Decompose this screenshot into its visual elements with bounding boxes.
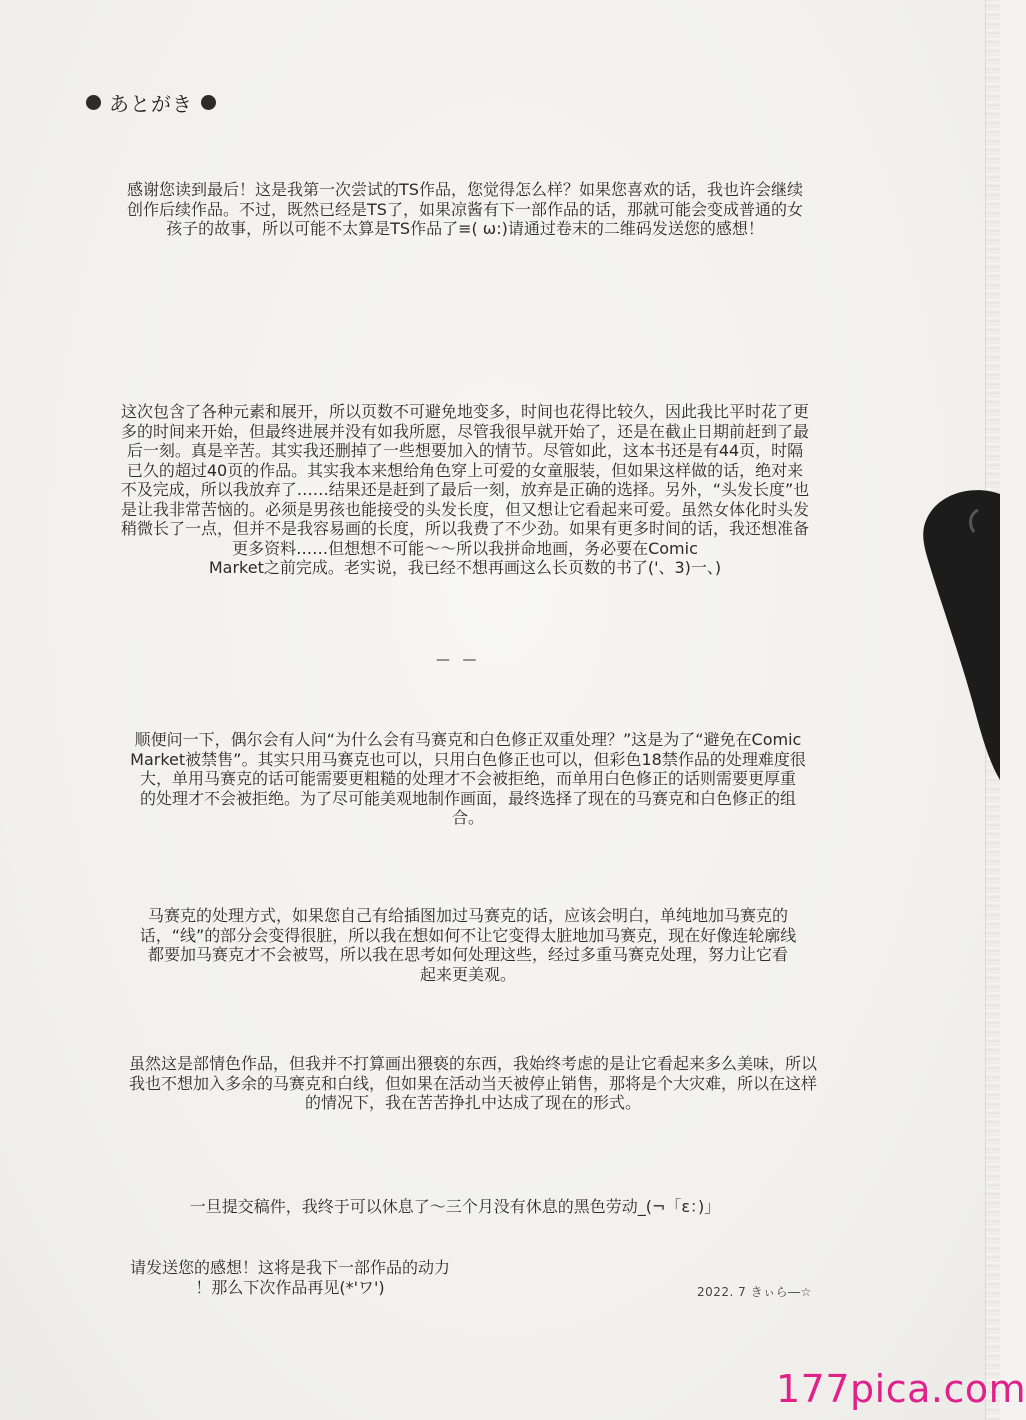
paragraph-mosaic-method: 马赛克的处理方式，如果您自己有给插图加过马赛克的话，应该会明白，单纯地加马赛克的 话，“线”的部分会变得很脏，所以我在想如何不让它变得太脏地加马赛克，现在好像连轮廓线 都要加马赛克才不会被骂，所以我在思考如何处理这些，经过多重马赛克处理，努力让它看 起来更美观。 <box>139 906 797 984</box>
bleed-through-shape <box>918 480 1000 780</box>
date-signature: 2022. 7 きぃら―☆ <box>697 1285 812 1299</box>
afterword-heading <box>78 88 224 117</box>
paragraph-intro: 感谢您读到最后！这是我第一次尝试的TS作品，您觉得怎么样？如果您喜欢的话，我也许会继续 创作后续作品。不过，既然已经是TS了，如果凉酱有下一部作品的话，那就可能会变成普通的女 孩子的故事，所以可能不太算是TS作品了≡( ω:)请通过卷末的二维码发送您的感想！ <box>127 180 803 238</box>
paragraph-rest: 一旦提交稿件，我终于可以休息了～三个月没有休息的黑色劳动_(¬「ε：)」 <box>189 1197 721 1216</box>
paragraph-feedback-request: 请发送您的感想！这将是我下一部作品的动力 ！那么下次作品再见(*'ワ') <box>129 1258 450 1297</box>
paragraph-page-count: 这次包含了各种元素和展开，所以页数不可避免地变多，时间也花得比较久，因此我比平时花了更 多的时间来开始，但最终进展并没有如我所愿，尽管我很早就开始了，还是在截止日期前赶到了最 后一刻。真是辛苦。其实我还删掉了一些想要加入的情节。尽管如此，这本书还是有44页，时隔 已久的超过40页的作品。其实我本来想给角色穿上可爱的女童服装，但如果这样做的话，绝对来 不及完成，所以我放弃了……结果还是赶到了最后一刻，放弃是正确的选择。另外，“头发长度”也 是让我非常苦恼的。必须是男孩也能接受的头发长度，但又想让它看起来可爱。虽然女体化时头发 稍微长了一点，但并不是我容易画的长度，所以我费了不少劲。如果有更多时间的话，我还想准备 更多资料……但想想不可能～～所以我拼命地画，务必要在Comic Market之前完成。老实说，我已经不想再画这么长页数的书了('、3)一、) <box>120 402 810 577</box>
bullet-icon <box>86 95 101 110</box>
paragraph-erotic-work: 虽然这是部情色作品，但我并不打算画出猥亵的东西，我始终考虑的是让它看起来多么美味，所以 我也不想加入多余的马赛克和白线，但如果在活动当天被停止销售，那将是个大灾难，所以在这样 的情况下，我在苦苦挣扎中达成了现在的形式。 <box>128 1054 817 1112</box>
section-divider: — — <box>436 652 481 668</box>
heading-text: あとがき <box>109 92 193 116</box>
watermark-text: 177pica.com <box>776 1367 1026 1411</box>
paragraph-censorship-reason: 顺便问一下，偶尔会有人问“为什么会有马赛克和白色修正双重处理？”这是为了“避免在Comic Market被禁售”。其实只用马赛克也可以，只用白色修正也可以，但彩色18禁作品的处理难度很 大，单用马赛克的话可能需要更粗糙的处理才不会被拒绝，而单用白色修正的话则需要更厚重 的处理才不会被拒绝。为了尽可能美观地制作画面，最终选择了现在的马赛克和白色修正的组 合。 <box>130 730 806 827</box>
bullet-icon <box>201 95 216 110</box>
